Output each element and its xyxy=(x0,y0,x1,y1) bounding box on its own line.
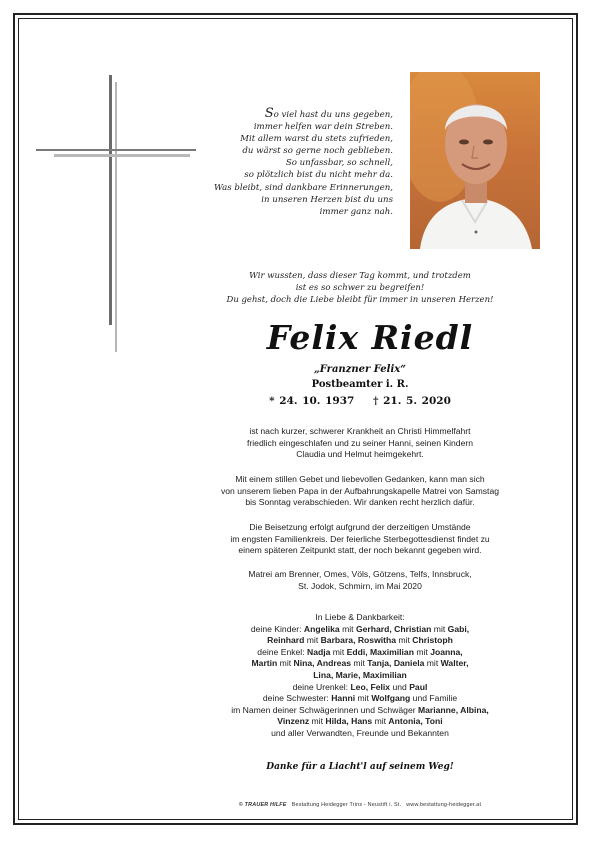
verse-line: ist es so schwer zu begreifen! xyxy=(295,283,425,293)
poem xyxy=(203,108,393,218)
farewell-paragraph xyxy=(160,474,560,509)
poem-line: in unseren Herzen bist du uns xyxy=(261,194,393,205)
deceased-occupation: Postbeamter i. R. xyxy=(311,379,409,390)
mourners-list xyxy=(155,612,565,740)
deceased-name: Felix Riedl xyxy=(266,318,474,357)
portrait-photo xyxy=(410,72,540,249)
text-line: bis Sonntag verabschieden. Wir danken recht herzlich dafür. xyxy=(245,497,475,508)
text-line: von unserem lieben Papa in der Aufbahrungskapelle Matrei von Samstag xyxy=(220,485,500,496)
poem-line: immer helfen war dein Streben. xyxy=(253,122,393,133)
mourners-line: deine Enkel: Nadja mit Eddi, Maximilian mit Joanna, xyxy=(257,646,463,657)
text-line: Die Beisetzung erfolgt aufgrund der derzeitigen Umstände xyxy=(249,522,471,532)
mourners-line: Reinhard mit Barbara, Roswitha mit Christoph xyxy=(267,635,453,646)
funeral-home-info: Bestattung Heidegger Trins - Neustift i. St. www.bestattung-heidegger.at xyxy=(291,802,482,808)
poem-line: so plötzlich bist du nicht mehr da. xyxy=(244,170,393,181)
poem-line: du wärst so gerne noch geblieben. xyxy=(242,146,393,157)
verse-line: Du gehst, doch die Liebe bleibt für immer in unseren Herzen! xyxy=(226,295,494,305)
place-date-paragraph xyxy=(160,569,560,592)
footer xyxy=(160,802,560,808)
text-line: Claudia und Helmut heimgekehrt. xyxy=(296,449,424,460)
mourners-line: Martin mit Nina, Andreas mit Tanja, Daniela mit Walter, xyxy=(251,658,469,669)
mourners-line: deine Schwester: Hanni mit Wolfgang und Familie xyxy=(262,693,458,704)
poem-line: So viel hast du uns gegeben, xyxy=(264,106,393,121)
text-line: Matrei am Brenner, Omes, Völs, Götzens, Telfs, Innsbruck, xyxy=(248,569,472,579)
poem-line: Was bleibt, sind dankbare Erinnerungen, xyxy=(213,182,393,193)
mourners-line: im Namen deiner Schwägerinnen und Schwäger Marianne, Albina, xyxy=(231,704,489,715)
text-line: Mit einem stillen Gebet und liebevollen Gedanken, kann man sich xyxy=(235,474,485,484)
life-dates: * 24. 10. 1937 † 21. 5. 2020 xyxy=(269,395,451,407)
announcement-paragraph xyxy=(160,426,560,461)
deceased-nickname: „Franzner Felix“ xyxy=(314,364,406,375)
text-line: St. Jodok, Schmirn, im Mai 2020 xyxy=(298,580,422,591)
verse-line: Wir wussten, dass dieser Tag kommt, und trotzdem xyxy=(249,271,471,281)
text-line: einem späteren Zeitpunkt statt, der noch bekannt gegeben wird. xyxy=(238,545,482,556)
text-line: friedlich eingeschlafen und zu seiner Hanni, seinen Kindern xyxy=(247,437,473,448)
text-line: im engsten Familienkreis. Der feierliche Sterbegottesdienst findet zu xyxy=(230,533,490,544)
poem-line: immer ganz nah. xyxy=(319,206,393,217)
text-line: ist nach kurzer, schwerer Krankheit an Christi Himmelfahrt xyxy=(249,426,471,436)
mourners-line: Vinzenz mit Hilda, Hans mit Antonia, Toni xyxy=(277,716,443,727)
closing-thanks: Danke für a Liacht'l auf seinem Weg! xyxy=(266,762,454,772)
verse xyxy=(160,270,560,306)
mourners-line: deine Urenkel: Leo, Felix und Paul xyxy=(292,681,428,692)
poem-line: So unfassbar, so schnell, xyxy=(285,158,393,169)
poem-line: Mit allem warst du stets zufrieden, xyxy=(240,134,393,145)
funeral-home-logo: © TRAUER HILFE xyxy=(238,802,287,808)
burial-paragraph xyxy=(160,522,560,557)
mourners-line: In Liebe & Dankbarkeit: xyxy=(315,612,405,622)
mourners-line: und aller Verwandten, Freunde und Bekannten xyxy=(271,727,449,738)
mourners-line: deine Kinder: Angelika mit Gerhard, Christian mit Gabi, xyxy=(250,623,470,634)
mourners-line: Lina, Marie, Maximilian xyxy=(313,669,407,680)
